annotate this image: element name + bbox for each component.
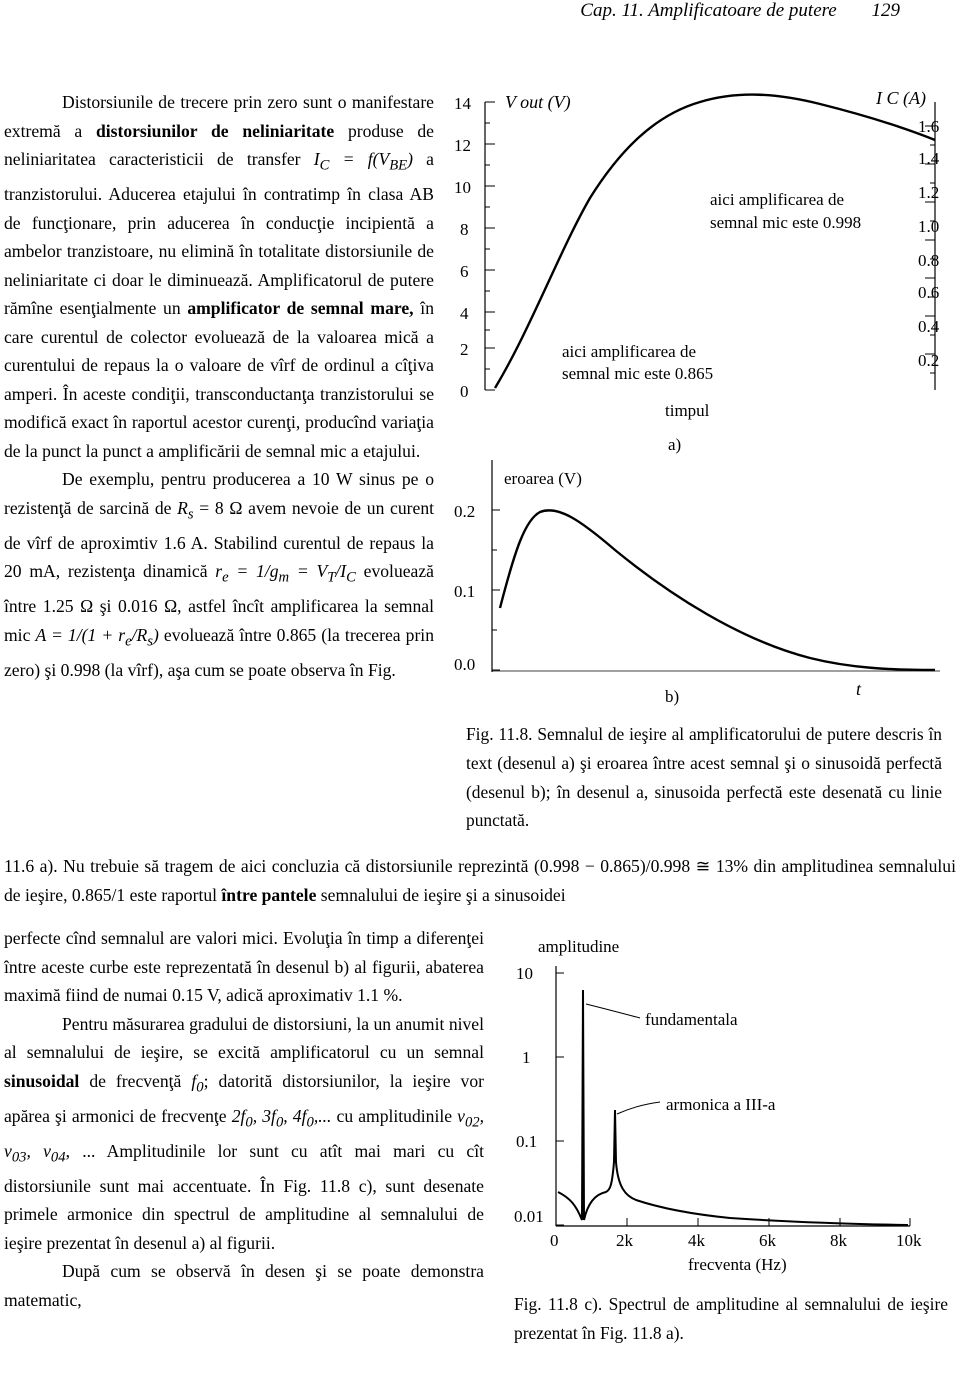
rtick-1.0: 1.0 — [918, 217, 940, 236]
ic-label: I C (A) — [876, 88, 926, 108]
label-armonica: armonica a III-a — [666, 1095, 776, 1114]
chapter-title: Cap. 11. Amplificatoare de putere — [580, 0, 837, 21]
etick-0.2: 0.2 — [454, 502, 476, 521]
ytick-0: 0 — [460, 382, 469, 401]
page-number: 129 — [871, 0, 900, 21]
pointer-harm — [617, 1102, 660, 1114]
label-a: a) — [668, 435, 682, 454]
t-label: t — [856, 679, 862, 699]
note-top-2: semnal mic este 0.998 — [710, 213, 862, 232]
paragraph-2: De exemplu, pentru producerea a 10 W sinus pe o rezistenţă de sarcină de $R_s = 8$ Ω avem nevoie de un curent de vîrf de aproximtiv 1.6 A. Stabilind curentul de repaus la 20 mA, rezistenţa dinamică $r_e = 1/g_m = V_T/I_C$ evoluează între 1.25 Ω şi 0.016 Ω, astfel încît amplificarea la semnal mic $A = 1/(1 + r_e/R_s)$ evoluează între 0.865 (la trecerea prin zero) şi 0.998 (la vîrf), aşa cum se poate observa în Fig. — [4, 469, 435, 680]
xtick-8k: 8k — [830, 1231, 847, 1250]
rtick-1.6: 1.6 — [918, 117, 940, 136]
rtick-0.4: 0.4 — [918, 317, 940, 336]
etick-0.1: 0.1 — [454, 582, 476, 601]
note-bottom-1: aici amplificarea de — [562, 342, 697, 361]
figure-11-8-c — [510, 930, 950, 1275]
ytick-10: 10 — [454, 178, 471, 197]
ytick-4: 4 — [460, 304, 469, 323]
error-label: eroarea (V) — [504, 469, 582, 488]
note-bottom-2: semnal mic este 0.865 — [562, 364, 714, 383]
xtick-10k: 10k — [896, 1231, 922, 1250]
output-curve — [495, 95, 935, 388]
body-text-fullwidth — [4, 852, 956, 909]
pointer-fund — [586, 1004, 640, 1018]
note-top-1: aici amplificarea de — [710, 190, 845, 209]
xtick-2k: 2k — [616, 1231, 633, 1250]
error-curve — [500, 510, 935, 670]
body-text-column — [4, 88, 434, 684]
label-b: b) — [665, 687, 680, 706]
ctick-0.1: 0.1 — [516, 1132, 538, 1151]
ytick-6: 6 — [460, 262, 469, 281]
paragraph-2-cont: 11.6 a). Nu trebuie să tragem de aici concluzia că distorsiunile reprezintă (0.998 − 0.865)/0.998 ≅ 13% din amplitudinea semnalului de ieşire, 0.865/1 este raportul între pantele semnalului de ieşire şi a sinusoidei — [4, 856, 956, 905]
time-label: timpul — [665, 401, 710, 420]
paragraph-1: Distorsiunile de trecere prin zero sunt o manifestare extremă a distorsiunilor de neliniaritate produse de neliniaritatea caracteristicii de transfer $I_C = f(V_{BE})$ a tranzistorului. Aducerea etajului în contratimp în clasa AB de funcţionare, prin aducerea în conducţie incipientă a ambelor tranzistoare, nu elimină în totalitate distorsiunile de neliniaritate ci doar le diminuează. Amplificatorul de putere rămîne esenţialmente un amplificator de semnal mare, în care curentul de colector evoluează de la valoarea mică a curentului de repaus la o valoare de vîrf de ordinul a cîţiva amperi. În aceste condiţii, transconductanţa tranzistorului se modifică exact în raportul acestor curenţi, producînd variaţia de la punct la punct a amplificării de semnal mic a etajului. — [4, 92, 434, 461]
rtick-0.6: 0.6 — [918, 283, 940, 302]
paragraph-2-end: perfecte cînd semnalul are valori mici. Evoluţia în timp a diferenţei între aceste curbe este reprezentată în desenul b) al figurii, abaterea maximă fiind de numai 0.15 V, adică aproximativ 1.1 %. — [4, 928, 484, 1005]
xtick-6k: 6k — [759, 1231, 776, 1250]
ytick-2: 2 — [460, 340, 469, 359]
ytick-8: 8 — [460, 220, 469, 239]
ctick-10: 10 — [516, 964, 533, 983]
rtick-0.2: 0.2 — [918, 351, 940, 370]
left-ticks-b — [492, 510, 500, 670]
figure-11-8-ab — [440, 80, 960, 720]
x-label-c: frecventa (Hz) — [688, 1255, 787, 1274]
figure-caption-c: Fig. 11.8 c). Spectrul de amplitudine al semnalului de ieşire prezentat în Fig. 11.8 a). — [514, 1294, 948, 1343]
vout-label: V out (V) — [505, 92, 571, 112]
xtick-4k: 4k — [688, 1231, 705, 1250]
paragraph-3: Pentru măsurarea gradului de distorsiuni, la un anumit nivel al semnalului de ieşire, se excită amplificatorul cu un semnal sinusoidal de frecvenţă $f_0$; datorită distorsiunilor, la ieşire vor apărea şi armonici de frecvenţe $2f_0$, $3f_0$, $4f_0$,... cu amplitudinile $v_{02}$, $v_{03}$, $v_{04}$, ... Amplitudinile lor sunt cu atît mai mari cu cît distorsiunile sunt mai accentuate. În Fig. 11.8 c), sunt desenate primele armonice din spectrul de amplitudine al semnalului de ieşire prezentat în desenul a) al figurii. — [4, 1013, 485, 1253]
paragraph-4: După cum se observă în desen şi se poate demonstra matematic, — [4, 1261, 484, 1310]
rtick-1.4: 1.4 — [918, 149, 940, 168]
ctick-0.01: 0.01 — [514, 1207, 544, 1226]
ctick-1: 1 — [522, 1048, 531, 1067]
figure-caption-ab: Fig. 11.8. Semnalul de ieşire al amplificatorului de putere descris în text (desenul a) şi eroarea între acest semnal şi o sinusoidă perfectă (desenul b); în desenul a, sinusoida perfectă este desenată cu linie punctată. — [466, 724, 942, 831]
rtick-1.2: 1.2 — [918, 183, 940, 202]
xtick-0: 0 — [550, 1231, 559, 1250]
ytick-12: 12 — [454, 136, 471, 155]
etick-0.0: 0.0 — [454, 655, 476, 674]
left-ticks-a — [485, 102, 495, 390]
page-header — [550, 0, 900, 22]
body-text-column-2 — [4, 924, 484, 1314]
ytick-14: 14 — [454, 94, 471, 113]
y-label-c: amplitudine — [538, 937, 620, 956]
rtick-0.8: 0.8 — [918, 251, 940, 270]
label-fundamentala: fundamentala — [645, 1010, 738, 1029]
